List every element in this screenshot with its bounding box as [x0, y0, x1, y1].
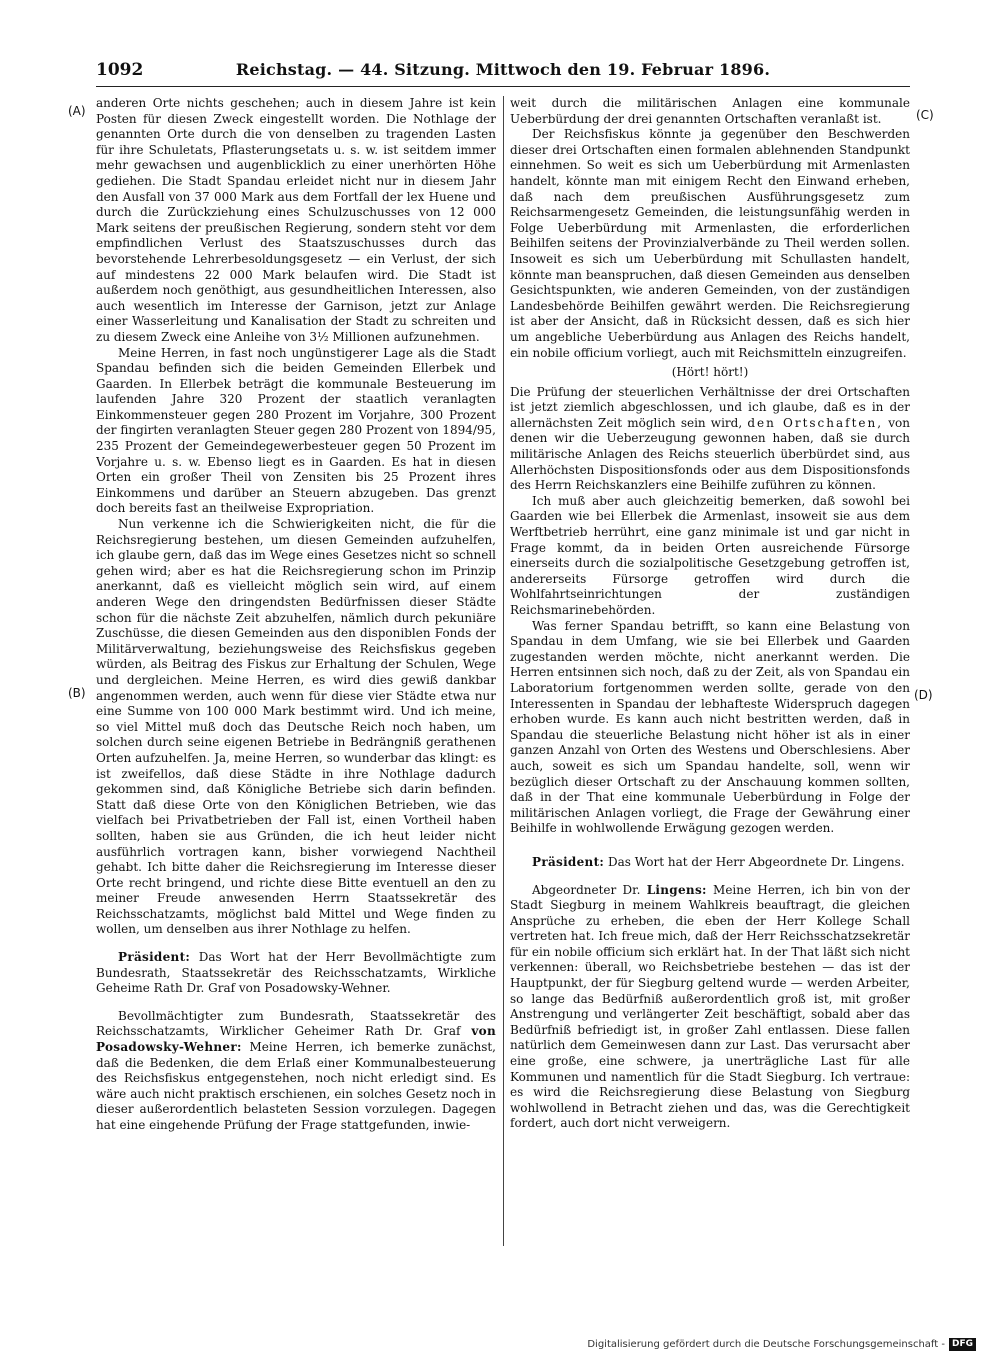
emphasized-text: den Ortschaften,: [747, 415, 884, 430]
margin-marker-b: (B): [68, 686, 86, 700]
left-column: [96, 96, 496, 1246]
column-divider: [503, 96, 504, 1246]
speech-paragraph: [510, 855, 910, 871]
page-header: [96, 60, 910, 86]
speech-text: Meine Herren, ich bemerke zunächst, daß die Bedenken, die dem Erlaß einer Kommunalbesteuerung des Reichsfiskus entgegenstehen, noch nicht erledigt sind. Es wäre auch nicht praktisch erschienen, ein solches Gesetz noch in dieser außerordentlich belasteten Session vorzulegen. Dagegen hat eine eingehende Prüfung der Frage stattgefunden, inwie-: [96, 1040, 496, 1132]
margin-marker-c: (C): [916, 108, 934, 122]
page-number: 1092: [96, 60, 144, 80]
interjection: (Hört! hört!): [671, 365, 749, 380]
margin-marker-a: (A): [68, 104, 86, 118]
speaker-name: Präsident:: [532, 854, 605, 869]
paragraph: Meine Herren, in fast noch ungünstigerer Lage als die Stadt Spandau befinden sich die beiden Gemeinden Ellerbek und Gaarden. In Ellerbek beträgt die kommunale Besteuerung im laufenden Jahre 320 Prozent der staatlich veranlagten Einkommensteuer gegen 280 Prozent im Vorjahre, 300 Prozent der fingirten veranlagten Steuer gegen 280 Prozent von 1894/95, 235 Prozent der Gemeindegewerbesteuer gegen 50 Prozent im Vorjahre u. s. w. Ebenso liegt es in Gaarden. Es hat in diesen Orten ein großer Theil von Zensiten bis 25 Prozent ihres Einkommens und darüber an Steuern abzugeben. Das grenzt doch bereits fast an theilweise Expropriation.: [96, 345, 496, 516]
speech-text: Das Wort hat der Herr Bevollmächtigte zum Bundesrath, Staatssekretär des Reichsschatzamts, Wirkliche Geheime Rath Dr. Graf von Posadowsky-Wehner.: [96, 950, 496, 996]
paragraph: weit durch die militärischen Anlagen eine kommunale Ueberbürdung der drei genannten Ortschaften veranlaßt ist.: [510, 96, 910, 126]
speech-paragraph: [96, 1009, 496, 1134]
speech-paragraph: [96, 950, 496, 997]
dfg-logo: DFG: [949, 1338, 976, 1351]
paragraph: anderen Orte nichts geschehen; auch in diesem Jahre ist kein Posten für diesen Zweck eingestellt worden. Die Nothlage der genannten Orte durch die von denselben zu tragenden Lasten für ihre Schuletats, Pflasterungsetats u. s. w. ist seitdem immer mehr gewachsen und augenblicklich zu einer unerhörten Höhe gediehen. Die Stadt Spandau erleidet nicht nur in diesem Jahr den Ausfall von 37 000 Mark aus dem Fortfall der lex Huene und durch die Zurückziehung eines Schulzuschusses von 12 000 Mark seitens der preußischen Regierung, sondern steht vor dem empfindlichen Verlust des Staatszuschusses durch das bevorstehende Lehrerbesoldungsgesetz — ein Verlust, der sich auf mindestens 22 000 Mark belaufen wird. Die Stadt ist außerdem noch genöthigt, aus gesundheitlichen Interessen, also auch wesentlich im Interesse der Garnison, jetzt zur Anlage einer Wasserleitung und Kanalisation der Stadt zu schreiten und zu diesem Zweck eine Anleihe von 3½ Millionen aufzunehmen.: [96, 96, 496, 344]
speech-paragraph: [510, 883, 910, 1133]
speaker-name: von Posadowsky-Wehner:: [96, 1024, 496, 1055]
header-rule: [96, 86, 910, 87]
speaker-title: Bevollmächtigter zum Bundesrath, Staatssekretär des Reichsschatzamts, Wirklicher Geheimer Rath Dr. Graf: [96, 1008, 496, 1039]
paragraph-text: Die Prüfung der steuerlichen Verhältnisse der drei Ortschaften ist jetzt ziemlich abgeschlossen, und ich glaube, daß es in der allernächsten Zeit möglich sein wird,: [510, 384, 910, 430]
paragraph: Nun verkenne ich die Schwierigkeiten nicht, die für die Reichsregierung bestehen, um diesen Gemeinden aufzuhelfen, ich glaube gern, daß das im Wege eines Gesetzes nicht so schnell gehen wird; aber es hat die Reichsregierung schon im Prinzip anerkannt, daß es vielleicht möglich sein wird, auf einem anderen Wege den dringendsten Bedürfnissen dieser Städte schon für die nächste Zeit abzuhelfen, nämlich durch pekuniäre Zuschüsse, die diesen Gemeinden aus den disponiblen Fonds der Militärverwaltung, beziehungsweise des Reichsfiskus gegeben würden, als Beitrag des Fiskus zur Erhaltung der Schulen, Wege und dergleichen. Meine Herren, es wird dies gewiß dankbar angenommen werden, auch wenn für diese vier Städte etwa nur eine Summe von 100 000 Mark bestimmt wird. Und ich meine, so viel Mittel muß doch das Deutsche Reich noch haben, um solchen durch seine eigenen Betriebe in Bedrängniß gerathenen Orten aufzuhelfen. Ja, meine Herren, so wunderbar das klingt: es ist zweifellos, daß diese Städte in ihre Nothlage dadurch gekommen sind, daß Königliche Betriebe sich darin befinden. Statt daß diese Orte von den Königlichen Betrieben, wie das vielfach bei Privatbetrieben der Fall ist, einen Vortheil haben sollten, haben sie aus Gründen, die ich heut leider nicht ausführlich vortragen kann, bisher vorwiegend Nachtheil gehabt. Ich bitte daher die Reichsregierung im Interesse dieser Orte recht bringend, und richte diese Bitte eventuell an den zu meiner Freude anwesenden Herrn Staatssekretär des Reichsschatzamts, möglichst bald Mittel und Wege finden zu wollen, um denselben aus ihrer Nothlage zu helfen.: [96, 517, 496, 937]
paragraph: Ich muß aber auch gleichzeitig bemerken, daß sowohl bei Gaarden wie bei Ellerbek die Armenlast, insoweit sie aus dem Werftbetrieb herrührt, eine ganz minimale ist und gar nicht in Frage kommt, da in beiden Orten ausreichende Fürsorge einerseits durch die sozialpolitische Gesetzgebung getroffen ist, andererseits Fürsorge getroffen wird durch die Wohlfahrtseinrichtungen der zuständigen Reichsmarinebehörden.: [510, 493, 910, 617]
digitization-footer: [587, 1336, 976, 1352]
paragraph: Was ferner Spandau betrifft, so kann eine Belastung von Spandau in dem Umfang, wie sie bei Ellerbek und Gaarden zugestanden werden möchte, nicht anerkannt werden. Die Herren entsinnen sich noch, daß zu der Zeit, als von Spandau ein Laboratorium fortgenommen werden sollte, gerade von den Interessenten in Spandau der lebhafteste Widerspruch dagegen erhoben wurde. Es kann auch nicht bestritten werden, daß in Spandau die steuerliche Belastung nicht höher ist als in einer ganzen Anzahl von Orten des Westens und Oberschlesiens. Aber auch, soweit es sich um Spandau handelte, soll, wenn wir bezüglich dieser Ortschaft zu der Anschauung kommen sollten, daß in der That eine kommunale Ueberbürdung in Folge der militärischen Anlagen vorliegt, die Frage der Gewährung einer Beihilfe in wohlwollende Erwägung gezogen werden.: [510, 618, 910, 836]
speaker-name: Lingens:: [646, 882, 707, 897]
speech-text: Das Wort hat der Herr Abgeordnete Dr. Lingens.: [608, 854, 905, 869]
paragraph: [510, 385, 910, 494]
margin-marker-d: (D): [914, 688, 933, 702]
page-running-title: Reichstag. — 44. Sitzung. Mittwoch den 19. Februar 1896.: [235, 60, 771, 79]
footer-text: Digitalisierung gefördert durch die Deutsche Forschungsgemeinschaft -: [587, 1338, 945, 1350]
paragraph: Der Reichsfiskus könnte ja gegenüber den Beschwerden dieser drei Ortschaften einen formalen ablehnenden Standpunkt einnehmen. So weit es sich um Ueberbürdung mit Armenlasten handelt, könnte man mit einigem Recht den Einwand erheben, daß nach dem preußischen Ausführungsgesetz zum Reichsarmengesetz Gemeinden, die leistungsunfähig werden in Folge Ueberbürdung mit Armenlasten, die erforderlichen Beihilfen seitens der Provinzialverbände zu Theil werden sollen. Insoweit es sich um Ueberbürdung mit Schullasten handelt, könnte man beanspruchen, daß diesen Gemeinden aus denselben Gesichtspunkten, wie anderen Gemeinden, von der zuständigen Landesbehörde Beihilfen gewährt werden. Die Reichsregierung ist aber der Ansicht, daß in Rücksicht dessen, daß es sich hier um angebliche Ueberbürdung aus Anlagen des Reichs handelt, ein nobile officium vorliegt, auch mit Reichsmitteln einzugreifen.: [510, 127, 910, 360]
paragraph-text: von denen wir die Ueberzeugung gewonnen haben, daß sie durch militärische Anlagen des Reichs steuerlich überbürdet sind, aus Allerhöchsten Dispositionsfonds oder aus dem Dispositionsfonds des Herrn Reichskanzlers eine Beihilfe zuführen zu können.: [510, 415, 910, 493]
speaker-title: Abgeordneter Dr.: [532, 882, 641, 897]
right-column: [510, 96, 910, 1246]
speaker-name: Präsident:: [118, 950, 191, 965]
speech-text: Meine Herren, ich bin von der Stadt Siegburg in meinem Wahlkreis beauftragt, die gleichen Ansprüche zu erheben, die eben der Herr Kollege Schall vertreten hat. Ich freue mich, daß der Herr Reichsschatzsekretär für ein nobile officium sich erklärt hat. In der That läßt sich nicht verkennen: überall, wo Reichsbetriebe bestehen — das ist der Hauptpunkt, der für Siegburg geltend wurde — werden Arbeiter, so lange das Bedürfniß außerordentlich groß ist, mit großer Anstrengung und verlängerter Zeit beschäftigt, sobald aber das Bedürfniß befriedigt ist, in großer Zahl entlassen. Diese fallen natürlich dem Gemeinwesen dann zur Last. Das verursacht aber eine große, eine schwere, ja unerträgliche Last für alle Kommunen und namentlich für die Stadt Siegburg. Ich vertraue: es wird die Reichsregierung diese Belastung von Siegburg wohlwollend in Betracht ziehen und das, was die Gerechtigkeit fordert, auch dort nicht verweigern.: [510, 882, 910, 1131]
